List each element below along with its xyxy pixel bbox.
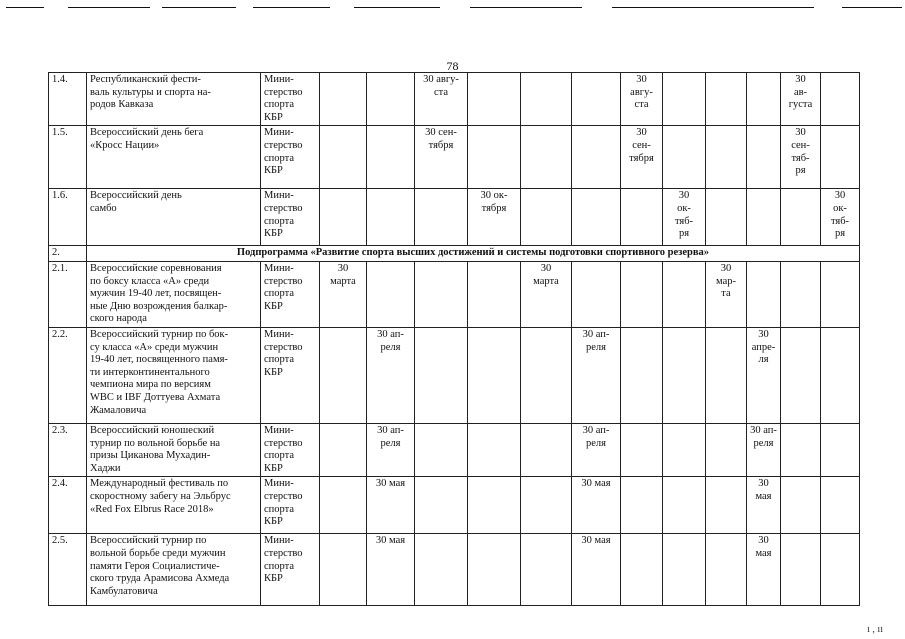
event-name: Всероссийский турнир по вольной борьбе среди мужчин памяти Героя Социалистиче- ского труда Арамисова Ахмеда Камбулатовича [87, 534, 261, 606]
date-cell [706, 477, 747, 534]
date-cell [821, 423, 860, 476]
event-name: Всероссийский юношеский турнир по вольной борьбе на призы Циканова Мухадин- Хаджи [87, 423, 261, 476]
date-cell [821, 477, 860, 534]
date-cell: 30 ап- реля [747, 423, 781, 476]
date-cell [781, 327, 821, 423]
header-rule [68, 7, 150, 8]
date-cell [572, 261, 621, 327]
date-cell [468, 534, 521, 606]
date-cell [320, 327, 367, 423]
header-rule [470, 7, 582, 8]
date-cell [468, 423, 521, 476]
row-number: 2.4. [49, 477, 87, 534]
executor: Мини- стерство спорта КБР [261, 261, 320, 327]
table-row [49, 73, 860, 126]
date-cell [747, 126, 781, 189]
events-table [48, 72, 860, 606]
date-cell [621, 423, 663, 476]
date-cell [320, 423, 367, 476]
executor: Мини- стерство спорта КБР [261, 477, 320, 534]
date-cell [521, 423, 572, 476]
date-cell [663, 261, 706, 327]
date-cell [521, 126, 572, 189]
date-cell: 30 ок- тяб- ря [663, 189, 706, 246]
date-cell [521, 189, 572, 246]
date-cell: 30 ап- реля [572, 423, 621, 476]
date-cell [320, 126, 367, 189]
date-cell [781, 534, 821, 606]
page-number: 78 [446, 59, 459, 73]
date-cell [521, 327, 572, 423]
date-cell [621, 477, 663, 534]
date-cell [521, 534, 572, 606]
date-cell [821, 73, 860, 126]
date-cell [572, 126, 621, 189]
date-cell [706, 73, 747, 126]
date-cell: 30 сен- тяб- ря [781, 126, 821, 189]
date-cell: 30 авгу- ста [621, 73, 663, 126]
date-cell [821, 534, 860, 606]
header-rule [162, 7, 236, 8]
row-number: 1.6. [49, 189, 87, 246]
date-cell [320, 534, 367, 606]
date-cell: 30 ав- густа [781, 73, 821, 126]
executor: Мини- стерство спорта КБР [261, 327, 320, 423]
date-cell [468, 73, 521, 126]
date-cell [821, 327, 860, 423]
date-cell: 30 мая [367, 477, 415, 534]
date-cell [468, 327, 521, 423]
date-cell [367, 261, 415, 327]
date-cell [367, 73, 415, 126]
date-cell [706, 534, 747, 606]
date-cell [663, 73, 706, 126]
table-row [49, 189, 860, 246]
date-cell [621, 261, 663, 327]
row-number: 2.1. [49, 261, 87, 327]
date-cell [572, 189, 621, 246]
date-cell [521, 477, 572, 534]
date-cell [706, 327, 747, 423]
event-name: Международный фестиваль по скоростному забегу на Эльбрус «Red Fox Elbrus Race 2018» [87, 477, 261, 534]
date-cell: 30 ап- реля [367, 423, 415, 476]
date-cell [706, 189, 747, 246]
header-rule [842, 7, 902, 8]
date-cell [621, 534, 663, 606]
date-cell: 30 ок- тяб- ря [821, 189, 860, 246]
date-cell [663, 423, 706, 476]
date-cell [415, 534, 468, 606]
date-cell [781, 261, 821, 327]
section-title: Подпрограмма «Развитие спорта высших достижений и системы подготовки спортивного резерва» [87, 246, 860, 262]
date-cell [621, 327, 663, 423]
row-number: 1.4. [49, 73, 87, 126]
header-rule [253, 7, 330, 8]
date-cell: 30 мая [747, 534, 781, 606]
table-row [49, 477, 860, 534]
date-cell: 30 сен- тября [415, 126, 468, 189]
section-number: 2. [49, 246, 87, 262]
event-name: Всероссийский день бега «Кросс Нации» [87, 126, 261, 189]
date-cell [781, 423, 821, 476]
date-cell: 30 мар- та [706, 261, 747, 327]
table-row [49, 126, 860, 189]
executor: Мини- стерство спорта КБР [261, 534, 320, 606]
table-row [49, 423, 860, 476]
date-cell [367, 189, 415, 246]
table-row [49, 534, 860, 606]
section-row [49, 246, 860, 262]
header-rule [612, 7, 814, 8]
date-cell [747, 73, 781, 126]
date-cell: 30 мая [747, 477, 781, 534]
date-cell [367, 126, 415, 189]
date-cell: 30 апре- ля [747, 327, 781, 423]
date-cell [521, 73, 572, 126]
date-cell: 30 ап- реля [572, 327, 621, 423]
table-body [49, 73, 860, 606]
date-cell [415, 423, 468, 476]
date-cell [468, 477, 521, 534]
executor: Мини- стерство спорта КБР [261, 423, 320, 476]
date-cell [468, 126, 521, 189]
date-cell: 30 марта [521, 261, 572, 327]
event-name: Всероссийские соревнования по боксу класса «А» среди мужчин 19-40 лет, посвящен- ные Дню возрождения балкар- ского народа [87, 261, 261, 327]
date-cell: 30 ап- реля [367, 327, 415, 423]
date-cell [320, 477, 367, 534]
date-cell [706, 126, 747, 189]
date-cell: 30 марта [320, 261, 367, 327]
date-cell [821, 261, 860, 327]
scan-artifact: ı , ıı [867, 624, 883, 635]
executor: Мини- стерство спорта КБР [261, 126, 320, 189]
date-cell [663, 126, 706, 189]
row-number: 2.3. [49, 423, 87, 476]
row-number: 1.5. [49, 126, 87, 189]
event-name: Всероссийский день самбо [87, 189, 261, 246]
date-cell [663, 477, 706, 534]
row-number: 2.5. [49, 534, 87, 606]
date-cell [663, 534, 706, 606]
date-cell: 30 мая [572, 534, 621, 606]
date-cell [468, 261, 521, 327]
date-cell [320, 73, 367, 126]
date-cell [415, 327, 468, 423]
date-cell [821, 126, 860, 189]
date-cell [781, 189, 821, 246]
executor: Мини- стерство спорта КБР [261, 189, 320, 246]
date-cell: 30 мая [572, 477, 621, 534]
date-cell [415, 189, 468, 246]
date-cell [320, 189, 367, 246]
row-number: 2.2. [49, 327, 87, 423]
date-cell [415, 477, 468, 534]
date-cell: 30 ок- тября [468, 189, 521, 246]
event-name: Республиканский фести- валь культуры и спорта на- родов Кавказа [87, 73, 261, 126]
header-rule [354, 7, 440, 8]
date-cell [747, 189, 781, 246]
header-rule [6, 7, 44, 8]
executor: Мини- стерство спорта КБР [261, 73, 320, 126]
date-cell: 30 мая [367, 534, 415, 606]
date-cell: 30 авгу- ста [415, 73, 468, 126]
date-cell [663, 327, 706, 423]
event-name: Всероссийский турнир по бок- су класса «А» среди мужчин 19-40 лет, посвященного памя- ти интерконтинентального чемпиона мира по версиям WBC и IBF Доттуева Ахмата Жамаловича [87, 327, 261, 423]
table-row [49, 261, 860, 327]
date-cell [706, 423, 747, 476]
date-cell [747, 261, 781, 327]
table-row [49, 327, 860, 423]
date-cell: 30 сен- тября [621, 126, 663, 189]
date-cell [415, 261, 468, 327]
date-cell [621, 189, 663, 246]
date-cell [781, 477, 821, 534]
date-cell [572, 73, 621, 126]
